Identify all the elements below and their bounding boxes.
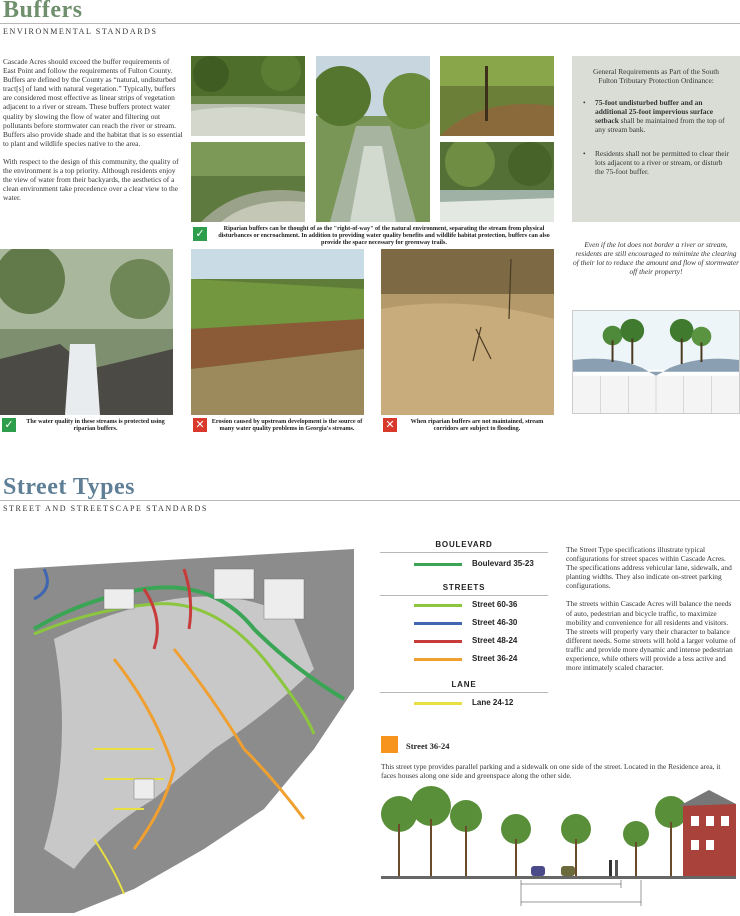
stream-photo-1 (191, 56, 305, 136)
buffer-cross-section-diagram (572, 310, 740, 414)
legend-boulevard-header: BOULEVARD (435, 540, 493, 549)
buffers-intro-p2: With respect to the design of this community, the quality of the environment is a top priority. Although residents enjoy the view of water from their backyards, the aesthetics of a clean environment take precedence over a clear view to the water. (3, 156, 179, 203)
caption-erosion: Erosion caused by upstream development is the source of many water quality problems in Georgia's streams. (211, 418, 363, 433)
legend-lane-label: Lane 24-12 (472, 698, 514, 707)
street-description-p1: The Street Type specifications illustrate typical configurations for street spaces within Cascade Acres. The specifications address vehicular lane, sidewalk, and planting widths. They also indicate on-street parking configurations. (566, 545, 732, 591)
legend-street-label: Street 36-24 (472, 654, 518, 663)
legend-streets-header: STREETS (442, 583, 486, 592)
buffers-intro-p1: Cascade Acres should exceed the buffer requirements of East Point and follow the requirements of Fulton County. Buffers are defined by the County as “natural, undisturbed tract[s] of land with natural vegetation.” Typically, buffers are considered most effective as linear strips of vegetation adjacent to a river or stream. These buffers protect water quality by slowing the flow of water and filtering out pollutants before stormwater can reach the river or stream. Buffers also provide shade and the habitat that is so essential to plant and wildlife species native to the area. (3, 57, 183, 148)
ordinance-bullet-1-rest: shall be maintained from the top of any stream bank. (595, 116, 725, 135)
caption-riparian-buffers: Riparian buffers can be thought of as the "right-of-way" of the natural environment, separating the stream from physical disturbances or encroachment. In addition to providing water quality benefits and wildlife habitat protection, buffers can also provide the space necessary for greenway trails. (218, 225, 550, 247)
legend-boulevard-row (380, 553, 548, 577)
ordinance-bullet-1: • 75-foot undisturbed buffer and an additional 25-foot impervious surface setback shall be maintained from the top of any stream bank. (583, 98, 725, 135)
stream-photo-3 (440, 56, 554, 136)
stream-photo-tall (316, 56, 430, 222)
legend-street-row (380, 632, 548, 650)
eroded-stream-photo (191, 249, 364, 415)
legend-lane-row (380, 693, 548, 713)
legend-street-swatch (414, 658, 462, 661)
caption-water-quality: The water quality in these streams is protected using riparian buffers. (26, 418, 165, 433)
flooded-stream-photo (381, 249, 554, 415)
legend-boulevard-label: Boulevard 35-23 (472, 559, 534, 568)
ordinance-requirements-box (572, 56, 740, 222)
legend-street-row (380, 650, 548, 668)
legend-street-swatch (414, 640, 462, 643)
legend-boulevard-swatch (414, 563, 462, 566)
x-mark-icon: ✕ (383, 418, 397, 432)
checkmark-icon: ✓ (193, 227, 207, 241)
street-description-p2: The streets within Cascade Acres will balance the needs of auto, pedestrian and bicycle traffic, to maximize mobility and convenience for all residents and visitors. The streets will properly vary their character to balance different needs. Some streets will hold a larger volume of traffic and provide more dynamic and intense pedestrian experience, while others will provide a less active and more intimately scaled character. (566, 599, 736, 673)
legend-lane-header: LANE (451, 680, 477, 689)
street-types-subtitle: STREET AND STREETSCAPE STANDARDS (3, 504, 208, 513)
lot-clearing-note: Even if the lot does not border a river or stream, residents are still encouraged to minimize the clearing of their lot to reduce the amount and flow of stormwater off their property! (572, 240, 739, 277)
checkmark-icon: ✓ (2, 418, 16, 432)
legend-street-label: Street 46-30 (472, 618, 518, 627)
street-types-title-rule (0, 500, 740, 501)
ordinance-bullet-2-text: Residents shall not be permitted to clear their lots adjacent to a river or stream, or disturb the 75-foot buffer. (595, 149, 730, 177)
buffers-subtitle: ENVIRONMENTAL STANDARDS (3, 27, 158, 36)
street-legend (380, 540, 548, 713)
site-plan-map (14, 549, 354, 913)
buffers-title: Buffers (3, 0, 83, 23)
street-36-24-description: This street type provides parallel parking and a sidewalk on one side of the street. Located in the Residence area, it faces houses along one side and greenspace along the other side. (381, 762, 721, 781)
legend-street-label: Street 60-36 (472, 600, 518, 609)
stream-photo-4 (440, 142, 554, 222)
legend-street-row (380, 614, 548, 632)
x-mark-icon: ✕ (193, 418, 207, 432)
street-36-24-swatch (381, 736, 398, 753)
ordinance-bullet-2: • Residents shall not be permitted to clear their lots adjacent to a river or stream, or disturb the 75-foot buffer. (583, 149, 733, 176)
street-types-title: Street Types (3, 474, 135, 500)
legend-street-row (380, 596, 548, 614)
waterfall-photo (0, 249, 173, 415)
legend-street-swatch (414, 604, 462, 607)
ordinance-bullet-1-bold: 75-foot undisturbed buffer and an additional 25-foot impervious surface setback (595, 98, 714, 126)
buffers-intro-text (3, 57, 183, 202)
street-section-illustration (381, 784, 736, 912)
stream-photo-2 (191, 142, 305, 222)
ordinance-intro: General Requirements as Part of the South Fulton Tributary Protection Ordinance: (592, 67, 720, 86)
street-types-description (566, 545, 736, 672)
street-36-24-title: Street 36-24 (406, 741, 450, 751)
legend-street-swatch (414, 622, 462, 625)
caption-flooding: When riparian buffers are not maintained, stream corridors are subject to flooding. (410, 418, 544, 433)
legend-street-label: Street 48-24 (472, 636, 518, 645)
buffers-title-rule (0, 23, 740, 24)
legend-lane-swatch (414, 702, 462, 705)
